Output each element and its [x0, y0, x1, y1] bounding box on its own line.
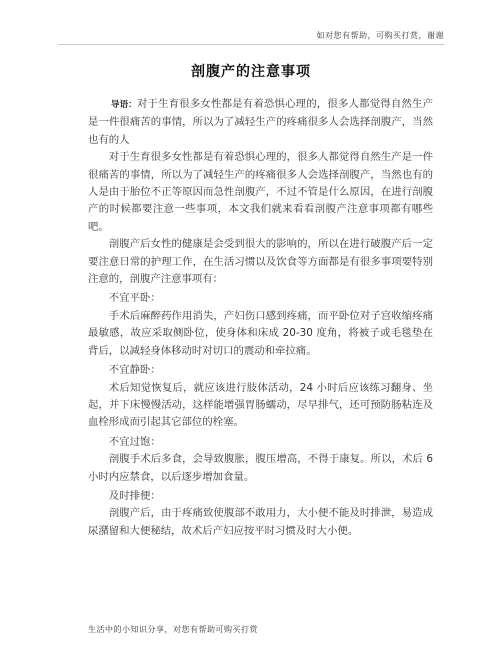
header-divider [58, 44, 444, 45]
header-note: 如对您有帮助，可购买打赏，谢谢 [316, 31, 444, 40]
body-paragraph-overview: 剖腹产后女性的健康是会受到很大的影响的，所以在进行破腹产后一定要注意日常的护理工作，在生活习惯以及饮食等方面都是有很多事项要特别注意的，剖腹产注意事项有： [88, 238, 433, 286]
lead-paragraph [88, 96, 433, 149]
section-heading-no-supine: 不宜平卧： [108, 292, 161, 305]
body-paragraph-intro: 对于生育很多女性都是有着恐惧心理的，很多人都觉得自然生产是一件很痛苦的事情，所以为了减轻生产的疼痛很多人会选择剖腹产，当然也有的人是由于胎位不正等原因而急性剖腹产，不过不管是什么原因，在进行剖腹产的时候都要注意一些事项，本文我们就来看看剖腹产注意事项都有哪些吧。 [88, 151, 433, 233]
section-text-no-supine: 手术后麻醉药作用消失，产妇伤口感到疼痛，而平卧位对子宫收缩疼痛最敏感，故应采取侧卧位，使身体和床成 20-30 度角，将被子或毛毯垫在背后，以减轻身体移动时对切口的震动和牵拉痛。 [88, 309, 433, 357]
article-body [88, 96, 433, 540]
section-heading-bowel: 及时排便： [108, 489, 161, 502]
section-text-no-rest: 术后知觉恢复后，就应该进行肢体活动，24 小时后应该练习翻身、坐起，并下床慢慢活动，这样能增强胃肠蠕动，尽早排气，还可预防肠粘连及血栓形成而引起其它部位的栓塞。 [88, 381, 433, 429]
lead-label: 导语： [110, 100, 137, 110]
section-heading-no-overeat: 不宜过饱： [108, 435, 161, 448]
page-title: 剖腹产的注意事项 [191, 64, 311, 80]
section-text-bowel: 剖腹产后，由于疼痛致使腹部不敢用力，大小便不能及时排泄，易造成尿潴留和大便秘结，故术后产妇应按平时习惯及时大小便。 [88, 507, 433, 537]
footer-note: 生活中的小知识分享，对您有帮助可购买打赏 [88, 625, 258, 634]
section-heading-no-rest: 不宜静卧： [108, 364, 161, 377]
lead-text: 对于生育很多女性都是有着恐惧心理的，很多人都觉得自然生产是一件很痛苦的事情，所以为了减轻生产的疼痛很多人会选择剖腹产，当然也有的人 [88, 98, 433, 146]
section-text-no-overeat: 剖腹手术后多食，会导致腹胀，腹压增高，不得于康复。所以，术后 6 小时内应禁食，以后逐步增加食量。 [88, 453, 433, 483]
